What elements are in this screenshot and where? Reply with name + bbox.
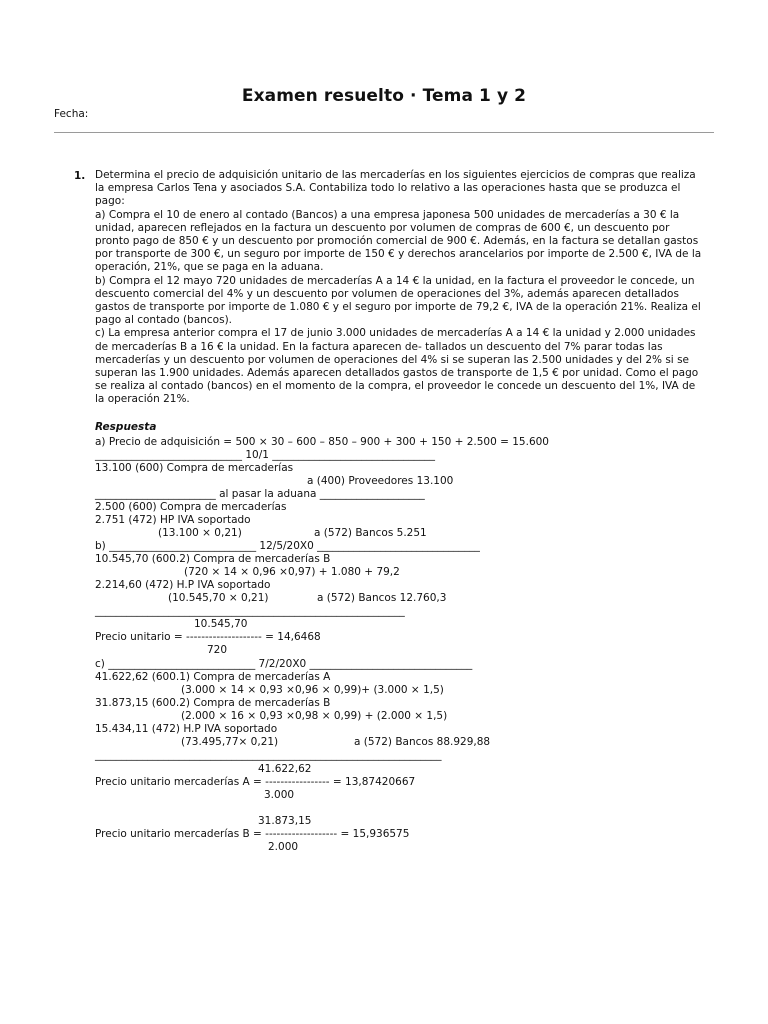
answer-line: ____________________________ 10/1 _______________________________: [95, 449, 436, 461]
answer-line: __________________________________________________________________: [95, 749, 442, 761]
answer-line: (2.000 × 16 × 0,93 ×0,98 × 0,99) + (2.000 × 1,5): [181, 710, 448, 722]
answer-line: Precio unitario = -------------------- = 14,6468: [95, 631, 321, 643]
answer-line: (13.100 × 0,21): [158, 527, 242, 539]
answer-line: 2.214,60 (472) H.P IVA soportado: [95, 579, 271, 591]
page-title: Examen resuelto · Tema 1 y 2: [241, 86, 527, 106]
answer-line: 41.622,62 (600.1) Compra de mercaderías A: [95, 671, 331, 683]
answer-line: c) ____________________________ 7/2/20X0 _______________________________: [95, 658, 473, 670]
answer-line: ___________________________________________________________: [95, 605, 405, 617]
fecha-label: Fecha:: [54, 108, 89, 120]
answer-line: (3.000 × 14 × 0,93 ×0,96 × 0,99)+ (3.000 × 1,5): [181, 684, 444, 696]
answer-line: 31.873,15 (600.2) Compra de mercaderías B: [95, 697, 331, 709]
answer-line: 2.500 (600) Compra de mercaderías: [95, 501, 287, 513]
answer-line: 3.000: [264, 789, 295, 801]
answer-line: 41.622,62: [258, 763, 312, 775]
question-number: 1.: [74, 170, 86, 182]
answer-line: Precio unitario mercaderías B = ------------------- = 15,936575: [95, 828, 410, 840]
answer-line: 10.545,70: [194, 618, 248, 630]
answer-line: a (400) Proveedores 13.100: [307, 475, 454, 487]
answer-line: 720: [207, 644, 228, 656]
answer-title: Respuesta: [95, 421, 157, 433]
answer-line: a (572) Bancos 5.251: [314, 527, 427, 539]
answer-line: _______________________ al pasar la aduana ____________________: [95, 488, 425, 500]
answer-line: (720 × 14 × 0,96 ×0,97) + 1.080 + 79,2: [184, 566, 400, 578]
answer-line: 2.000: [268, 841, 299, 853]
answer-line: (73.495,77× 0,21): [181, 736, 279, 748]
answer-line: Precio unitario mercaderías A = ----------------- = 13,87420667: [95, 776, 416, 788]
answer-line: a) Precio de adquisición = 500 × 30 – 600 – 850 – 900 + 300 + 150 + 2.500 = 15.600: [95, 436, 549, 448]
question-text: Determina el precio de adquisición unitario de las mercaderías en los siguientes ejercicios de compras que realiza la empresa Carlos Tena y asociados S.A. Contabiliza todo lo relativo a las operaciones hasta que se produzca el pago: a) Compra el 10 de enero al contado (Bancos) a una empresa japonesa 500 unidades de mercaderías a 30 € la unidad, aparecen reflejados en la factura un descuento por volumen de compras de 600 €, un descuento por pronto pago de 850 € y un descuento por promoción comercial de 900 €. Además, en la factura se detallan gastos por transporte de 300 €, un seguro por importe de 150 € y derechos arancelarios por importe de 2.500 €, IVA de la operación, 21%, que se paga en la aduana. b) Compra el 12 mayo 720 unidades de mercaderías A a 14 € la unidad, en la factura el proveedor le concede, un descuento comercial del 4% y un descuento por volumen de operaciones del 3%, además aparecen detallados gastos de transporte por importe de 1.080 € y el seguro por importe de 79,2 €, IVA de la operación 21%. Realiza el pago al contado (bancos). c) La empresa anterior compra el 17 de junio 3.000 unidades de mercaderías A a 14 € la unidad y 2.000 unidades de mercaderías B a 16 € la unidad. En la factura aparecen de- tallados un descuento del 7% parar todas las mercaderías y un descuento por volumen de operaciones del 4% si se superan las 2.500 unidades y del 2% si se superan las 1.900 unidades. Además aparecen detallados gastos de transporte de 1,5 € por unidad. Como el pago se realiza al contado (bancos) en el momento de la compra, el proveedor le concede un descuento del 1%, IVA de la operación 21%.: [95, 169, 702, 406]
header-divider: [54, 132, 714, 133]
answer-line: 13.100 (600) Compra de mercaderías: [95, 462, 294, 474]
answer-line: 10.545,70 (600.2) Compra de mercaderías B: [95, 553, 331, 565]
answer-line: a (572) Bancos 12.760,3: [317, 592, 447, 604]
answer-line: 31.873,15: [258, 815, 312, 827]
answer-line: 15.434,11 (472) H.P IVA soportado: [95, 723, 278, 735]
answer-line: (10.545,70 × 0,21): [168, 592, 269, 604]
answer-line: b) ____________________________ 12/5/20X0 _______________________________: [95, 540, 480, 552]
answer-line: a (572) Bancos 88.929,88: [354, 736, 491, 748]
answer-line: 2.751 (472) HP IVA soportado: [95, 514, 251, 526]
